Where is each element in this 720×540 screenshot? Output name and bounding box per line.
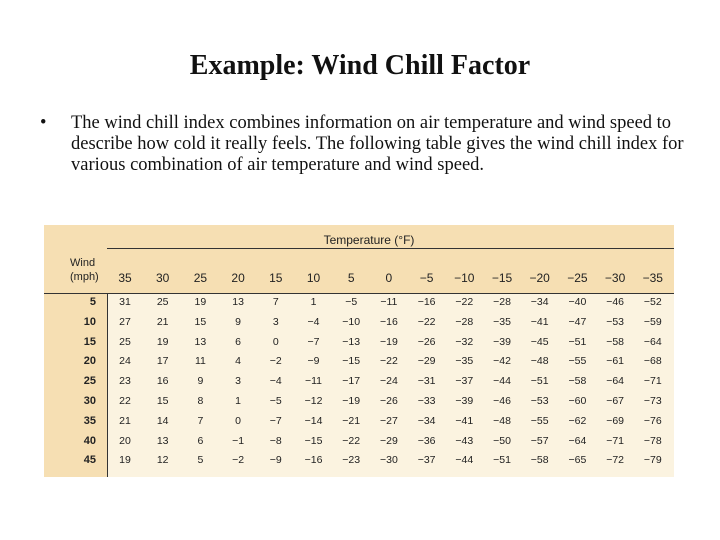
wind-speed-cell: 35 — [83, 414, 96, 427]
wind-chill-cell: −62 — [568, 414, 587, 427]
wind-chill-cell: −27 — [379, 414, 398, 427]
wind-chill-cell: −50 — [493, 434, 511, 447]
wind-chill-cell: −51 — [530, 375, 549, 388]
wind-chill-cell: 25 — [156, 296, 169, 308]
wind-chill-cell: −9 — [269, 454, 282, 467]
table-row — [44, 296, 674, 314]
wind-chill-cell: 3 — [235, 375, 242, 388]
wind-chill-cell: 9 — [235, 315, 242, 328]
wind-chill-cell: −15 — [342, 355, 361, 368]
wind-chill-cell: −12 — [304, 395, 323, 407]
wind-chill-cell: 7 — [272, 296, 279, 308]
wind-chill-cell: −53 — [606, 315, 624, 328]
wind-chill-cell: −15 — [304, 434, 323, 447]
wind-chill-cell: −43 — [455, 434, 474, 447]
wind-chill-cell: −65 — [568, 454, 587, 467]
wind-chill-cell: −73 — [643, 395, 662, 407]
wind-chill-cell: −5 — [345, 296, 358, 308]
wind-chill-cell: −28 — [455, 315, 474, 328]
wind-chill-cell: 1 — [310, 296, 317, 308]
wind-chill-cell: −59 — [643, 315, 662, 328]
wind-chill-cell: 22 — [119, 395, 131, 407]
wind-chill-cell: 13 — [156, 434, 169, 447]
wind-chill-cell: −45 — [530, 335, 549, 348]
wind-chill-cell: −5 — [269, 395, 282, 407]
wind-speed-cell: 45 — [83, 454, 96, 467]
wind-chill-cell: 3 — [272, 315, 279, 328]
wind-chill-cell: −64 — [568, 434, 587, 447]
table-row — [44, 316, 674, 334]
wind-chill-cell: −2 — [269, 355, 282, 368]
wind-chill-cell: −19 — [379, 335, 398, 348]
wind-chill-cell: −42 — [493, 355, 511, 368]
wind-speed-cell: 10 — [83, 315, 96, 328]
wind-chill-cell: 19 — [156, 335, 169, 348]
wind-chill-cell: −78 — [643, 434, 662, 447]
table-row — [44, 454, 674, 472]
wind-chill-cell: −34 — [417, 414, 436, 427]
table-row — [44, 435, 674, 453]
wind-chill-cell: −67 — [606, 395, 624, 407]
wind-chill-cell: 17 — [156, 355, 169, 368]
wind-chill-cell: −71 — [643, 375, 662, 388]
wind-chill-cell: −22 — [417, 315, 436, 328]
wind-chill-cell: 31 — [119, 296, 131, 308]
wind-chill-cell: −76 — [643, 414, 662, 427]
temperature-title-rule — [107, 248, 674, 249]
temperature-header-cell: 25 — [193, 271, 208, 285]
wind-chill-cell: 9 — [197, 375, 204, 388]
wind-chill-cell: 8 — [197, 395, 204, 407]
wind-chill-cell: 20 — [119, 434, 131, 447]
wind-chill-cell: −37 — [455, 375, 474, 388]
wind-chill-cell: −51 — [493, 454, 511, 467]
wind-chill-cell: −33 — [417, 395, 436, 407]
wind-chill-cell: −52 — [643, 296, 662, 308]
temperature-header-cell: −20 — [529, 271, 550, 285]
wind-chill-cell: 19 — [194, 296, 207, 308]
wind-chill-cell: −11 — [380, 296, 398, 308]
wind-chill-cell: −46 — [493, 395, 511, 407]
temperature-header-cell: −5 — [419, 271, 434, 285]
wind-chill-cell: −68 — [643, 355, 662, 368]
wind-chill-cell: −26 — [379, 395, 398, 407]
wind-chill-cell: −21 — [342, 414, 361, 427]
wind-chill-cell: −14 — [304, 414, 323, 427]
wind-chill-cell: −7 — [307, 335, 320, 348]
wind-chill-cell: −58 — [530, 454, 549, 467]
wind-chill-cell: −2 — [232, 454, 245, 467]
bullet-text: The wind chill index combines information on air temperature and wind speed to describe how cold it really feels. The following table gives the wind chill index for various combination of air temperature and wind speed. — [71, 113, 684, 175]
wind-chill-cell: −17 — [342, 375, 361, 388]
table-row — [44, 395, 674, 413]
wind-chill-cell: 0 — [272, 335, 279, 348]
wind-chill-cell: −11 — [304, 375, 323, 388]
wind-chill-cell: 13 — [232, 296, 244, 308]
wind-speed-cell: 20 — [83, 355, 96, 368]
wind-chill-cell: −7 — [269, 414, 282, 427]
wind-chill-cell: 15 — [194, 315, 207, 328]
wind-chill-cell: −8 — [269, 434, 282, 447]
wind-speed-cell: 15 — [83, 335, 96, 348]
wind-chill-cell: −41 — [530, 315, 549, 328]
wind-chill-cell: −48 — [530, 355, 549, 368]
wind-chill-cell: −64 — [643, 335, 662, 348]
wind-chill-cell: −69 — [606, 414, 624, 427]
temperature-header-cell: 35 — [118, 271, 132, 285]
wind-chill-cell: 0 — [235, 414, 242, 427]
wind-chill-cell: −35 — [455, 355, 474, 368]
wind-unit-label: (mph) — [70, 271, 99, 283]
wind-speed-cell: 5 — [89, 296, 96, 308]
table-row — [44, 415, 674, 433]
wind-chill-cell: −22 — [379, 355, 398, 368]
wind-chill-cell: −22 — [455, 296, 474, 308]
wind-chill-cell: 15 — [156, 395, 169, 407]
temperature-header-cell: −10 — [454, 271, 475, 285]
temperature-title: Temperature (°F) — [323, 233, 415, 247]
temperature-header-cell: 30 — [156, 271, 170, 285]
wind-label: Wind — [70, 257, 96, 269]
wind-chill-cell: −53 — [530, 395, 549, 407]
wind-chill-cell: −16 — [417, 296, 436, 308]
wind-chill-cell: −30 — [379, 454, 398, 467]
wind-chill-cell: −47 — [568, 315, 587, 328]
wind-chill-cell: 27 — [119, 315, 131, 328]
wind-chill-cell: −57 — [530, 434, 549, 447]
wind-chill-cell: −55 — [568, 355, 587, 368]
wind-speed-cell: 40 — [83, 434, 96, 447]
temperature-header-cell: −30 — [604, 271, 626, 285]
wind-chill-cell: −4 — [269, 375, 282, 388]
wind-chill-cell: −26 — [417, 335, 436, 348]
wind-speed-cell: 30 — [83, 395, 96, 407]
wind-chill-cell: 24 — [119, 355, 131, 368]
wind-chill-table — [44, 225, 674, 477]
wind-chill-cell: −46 — [606, 296, 624, 308]
wind-chill-cell: −32 — [455, 335, 474, 348]
wind-chill-cell: −16 — [379, 315, 398, 328]
wind-chill-cell: 21 — [119, 414, 131, 427]
temperature-header-cell: 0 — [385, 271, 393, 285]
wind-chill-cell: 4 — [235, 355, 242, 368]
wind-chill-cell: 5 — [197, 454, 204, 467]
wind-chill-cell: 23 — [119, 375, 131, 388]
header-bottom-rule — [44, 293, 674, 294]
wind-chill-cell: −51 — [568, 335, 587, 348]
wind-chill-cell: 21 — [156, 315, 169, 328]
wind-chill-cell: 13 — [194, 335, 207, 348]
wind-chill-cell: −35 — [493, 315, 511, 328]
wind-chill-cell: −79 — [643, 454, 662, 467]
wind-chill-cell: 19 — [119, 454, 131, 467]
table-row — [44, 375, 674, 393]
temperature-header-cell: 20 — [231, 271, 245, 285]
bullet-icon: • — [40, 113, 47, 133]
wind-chill-cell: −1 — [232, 434, 245, 447]
wind-chill-cell: −64 — [606, 375, 624, 388]
wind-chill-cell: 7 — [197, 414, 204, 427]
wind-chill-cell: 11 — [194, 355, 206, 368]
wind-chill-cell: −29 — [379, 434, 398, 447]
wind-chill-cell: −55 — [530, 414, 549, 427]
wind-chill-cell: −34 — [530, 296, 549, 308]
wind-chill-cell: 14 — [156, 414, 169, 427]
wind-chill-cell: −39 — [493, 335, 511, 348]
wind-chill-cell: −39 — [455, 395, 474, 407]
temperature-header-cell: 15 — [269, 271, 283, 285]
wind-chill-cell: −28 — [493, 296, 511, 308]
temperature-header-cell: −35 — [642, 271, 663, 285]
wind-chill-cell: 1 — [235, 395, 242, 407]
wind-chill-cell: −72 — [606, 454, 624, 467]
wind-chill-cell: −40 — [568, 296, 587, 308]
wind-chill-cell: −13 — [342, 335, 361, 348]
wind-chill-cell: −71 — [606, 434, 624, 447]
wind-chill-cell: 16 — [156, 375, 169, 388]
wind-chill-cell: −10 — [342, 315, 361, 328]
wind-chill-cell: −19 — [342, 395, 361, 407]
wind-chill-cell: 25 — [119, 335, 131, 348]
wind-chill-cell: −29 — [417, 355, 436, 368]
wind-chill-cell: −61 — [606, 355, 624, 368]
wind-chill-cell: −60 — [568, 395, 587, 407]
table-row — [44, 355, 674, 373]
table-row — [44, 336, 674, 354]
wind-chill-cell: −4 — [307, 315, 320, 328]
temperature-header-cell: 5 — [347, 271, 355, 285]
wind-chill-cell: −58 — [568, 375, 587, 388]
wind-speed-cell: 25 — [83, 375, 96, 388]
wind-chill-cell: −44 — [455, 454, 474, 467]
wind-chill-cell: 6 — [235, 335, 242, 348]
wind-chill-cell: −37 — [417, 454, 436, 467]
wind-chill-cell: −36 — [417, 434, 436, 447]
wind-chill-cell: −22 — [342, 434, 361, 447]
wind-chill-cell: −16 — [304, 454, 323, 467]
wind-chill-cell: −23 — [342, 454, 361, 467]
temperature-header-cell: −25 — [567, 271, 588, 285]
slide-title: Example: Wind Chill Factor — [189, 50, 531, 81]
wind-chill-cell: −31 — [417, 375, 436, 388]
wind-chill-cell: −58 — [606, 335, 624, 348]
wind-chill-cell: −24 — [379, 375, 398, 388]
wind-chill-cell: 12 — [156, 454, 169, 467]
bullet-item — [40, 113, 690, 176]
wind-chill-cell: −41 — [455, 414, 474, 427]
wind-chill-cell: −9 — [307, 355, 320, 368]
wind-chill-cell: −48 — [493, 414, 511, 427]
temperature-header-cell: −15 — [491, 271, 513, 285]
wind-chill-cell: 6 — [197, 434, 204, 447]
wind-chill-cell: −44 — [493, 375, 511, 388]
temperature-header-cell: 10 — [306, 271, 321, 285]
